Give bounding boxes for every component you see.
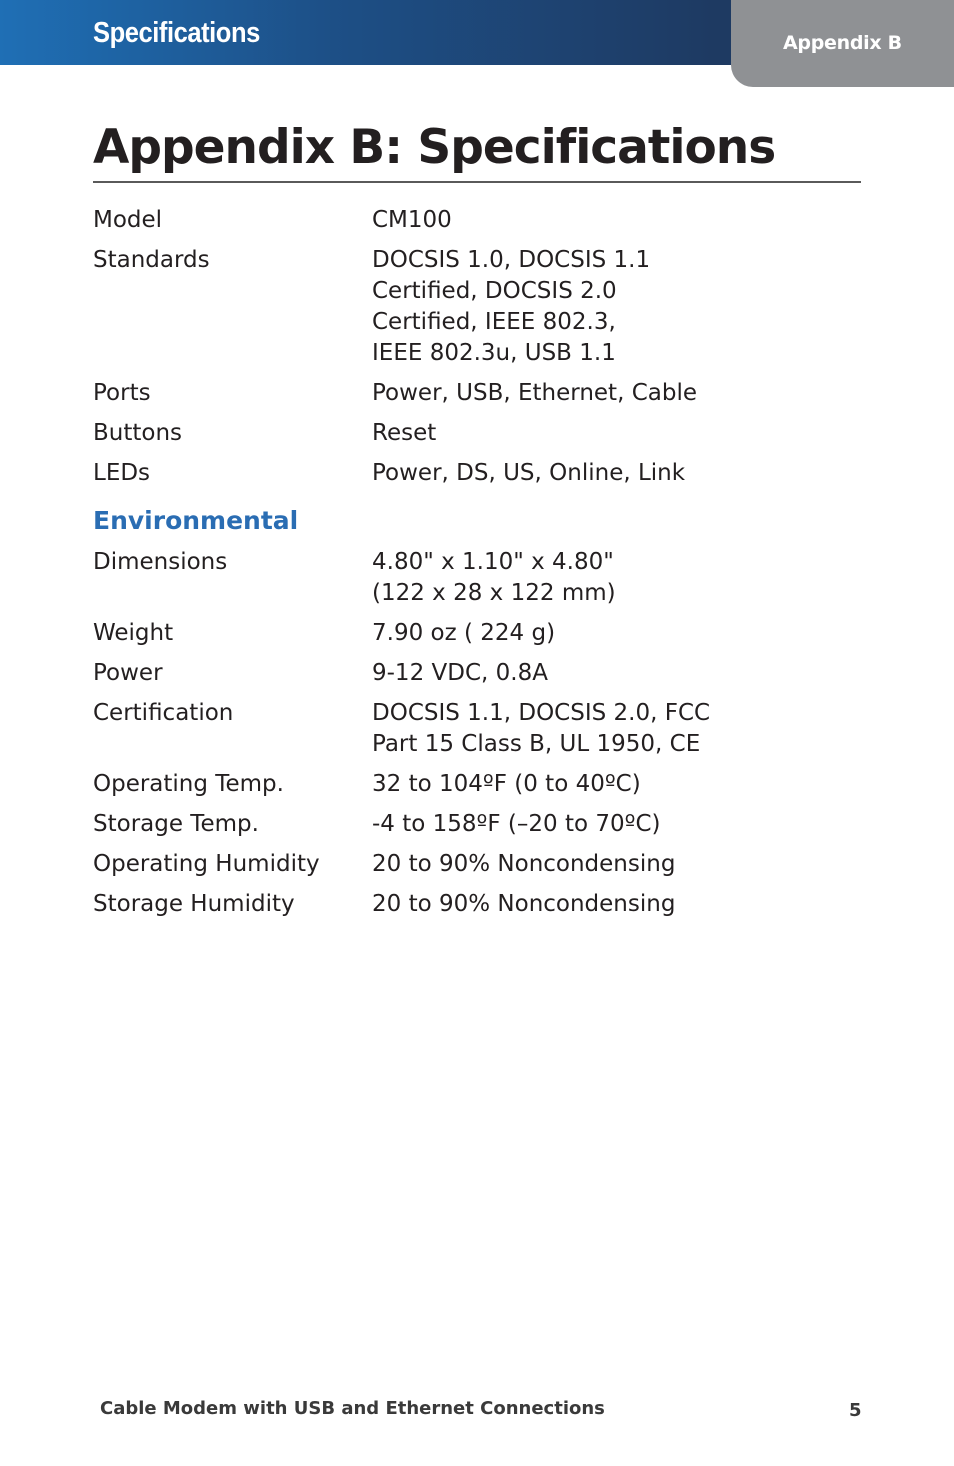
environmental-specs-table bbox=[93, 547, 873, 929]
page-title: Appendix B: Specifications bbox=[93, 120, 776, 175]
spec-label: Buttons bbox=[93, 420, 183, 446]
spec-value-line: Certified, IEEE 802.3, bbox=[372, 309, 616, 335]
spec-row bbox=[93, 378, 873, 409]
spec-value-line: 7.90 oz ( 224 g) bbox=[372, 620, 556, 646]
spec-label: Storage Humidity bbox=[93, 891, 295, 917]
spec-row bbox=[93, 205, 873, 236]
spec-value bbox=[372, 889, 873, 920]
spec-value bbox=[372, 458, 873, 489]
appendix-tab bbox=[731, 0, 954, 87]
footer-product-title: Cable Modem with USB and Ethernet Connections bbox=[100, 1398, 605, 1419]
spec-value bbox=[372, 618, 873, 649]
spec-value-line: 20 to 90% Noncondensing bbox=[372, 891, 676, 917]
spec-value bbox=[372, 769, 873, 800]
general-specs-table bbox=[93, 205, 873, 498]
spec-value-line: Reset bbox=[372, 420, 437, 446]
spec-label: Weight bbox=[93, 620, 174, 646]
spec-value bbox=[372, 245, 873, 369]
spec-label: LEDs bbox=[93, 460, 151, 486]
spec-value bbox=[372, 849, 873, 880]
spec-value-line: 4.80" x 1.10" x 4.80" bbox=[372, 549, 614, 575]
spec-row bbox=[93, 809, 873, 840]
spec-value-line: 32 to 104ºF (0 to 40ºC) bbox=[372, 771, 641, 797]
spec-row bbox=[93, 618, 873, 649]
spec-label: Ports bbox=[93, 380, 151, 406]
spec-value-line: Power, USB, Ethernet, Cable bbox=[372, 380, 697, 406]
spec-label: Operating Humidity bbox=[93, 851, 320, 877]
spec-value-line: Part 15 Class B, UL 1950, CE bbox=[372, 731, 701, 757]
spec-row bbox=[93, 698, 873, 760]
spec-row bbox=[93, 418, 873, 449]
spec-value-line: -4 to 158ºF (–20 to 70ºC) bbox=[372, 811, 661, 837]
spec-value-line: 20 to 90% Noncondensing bbox=[372, 851, 676, 877]
spec-value bbox=[372, 658, 873, 689]
title-divider bbox=[93, 181, 861, 183]
spec-value bbox=[372, 205, 873, 236]
spec-value bbox=[372, 418, 873, 449]
spec-label: Power bbox=[93, 660, 163, 686]
spec-value bbox=[372, 698, 873, 760]
spec-row bbox=[93, 658, 873, 689]
environmental-heading: Environmental bbox=[93, 506, 299, 535]
spec-row bbox=[93, 458, 873, 489]
spec-row bbox=[93, 769, 873, 800]
spec-value-line: Power, DS, US, Online, Link bbox=[372, 460, 686, 486]
spec-row bbox=[93, 245, 873, 369]
spec-label: Model bbox=[93, 207, 163, 233]
spec-value-line: (122 x 28 x 122 mm) bbox=[372, 580, 616, 606]
spec-label: Certification bbox=[93, 700, 234, 726]
spec-value bbox=[372, 547, 873, 609]
spec-row bbox=[93, 547, 873, 609]
spec-value bbox=[372, 809, 873, 840]
spec-value bbox=[372, 378, 873, 409]
spec-label: Dimensions bbox=[93, 549, 228, 575]
spec-value-line: Certified, DOCSIS 2.0 bbox=[372, 278, 617, 304]
spec-value-line: IEEE 802.3u, USB 1.1 bbox=[372, 340, 616, 366]
header-section-title: Specifications bbox=[93, 17, 260, 49]
spec-value-line: 9-12 VDC, 0.8A bbox=[372, 660, 548, 686]
footer-page-number: 5 bbox=[849, 1400, 862, 1421]
spec-value-line: DOCSIS 1.1, DOCSIS 2.0, FCC bbox=[372, 700, 711, 726]
spec-value-line: CM100 bbox=[372, 207, 452, 233]
spec-label: Operating Temp. bbox=[93, 771, 284, 797]
appendix-tab-label: Appendix B bbox=[783, 32, 902, 54]
spec-label: Storage Temp. bbox=[93, 811, 259, 837]
spec-value-line: DOCSIS 1.0, DOCSIS 1.1 bbox=[372, 247, 651, 273]
spec-label: Standards bbox=[93, 247, 210, 273]
spec-row bbox=[93, 889, 873, 920]
spec-row bbox=[93, 849, 873, 880]
